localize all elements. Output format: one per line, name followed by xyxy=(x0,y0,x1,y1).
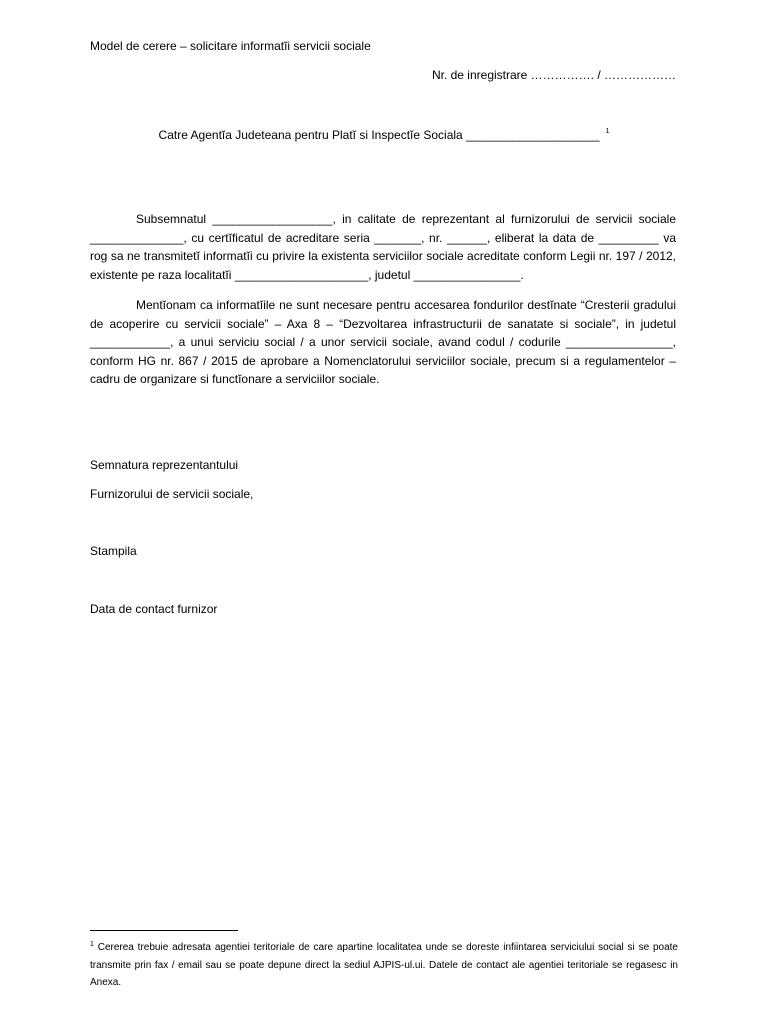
footnote xyxy=(90,936,678,992)
addressee-text: Catre Agentĭa Judeteana pentru Platĭ si Inspectĭe Sociala ____________________ xyxy=(158,128,600,142)
footnote-divider xyxy=(90,930,238,931)
document-title: Model de cerere – solicitare informatĭi servicii sociale xyxy=(90,39,371,53)
request-paragraph-text: Subsemnatul __________________, in calitate de reprezentant al furnizorului de servicii sociale ______________, cu certĭficatul de acreditare seria _______, nr. ______, eliberat la data de _________ va rog sa ne transmitetĭ informatĭi cu privire la existenta serviciilor sociale acreditate conform Legii nr. 197 / 2012, existente pe raza localitatĭi ____________________, judetul ________________. xyxy=(90,212,676,282)
contact-label: Data de contact furnizor xyxy=(90,602,218,616)
stamp-label: Stampila xyxy=(90,544,137,558)
signature-label: Semnatura reprezentantului xyxy=(90,458,239,472)
provider-label: Furnizorului de servicii sociale, xyxy=(90,487,254,501)
purpose-paragraph-text: Mentĭonam ca informatĭile ne sunt necesare pentru accesarea fondurilor destĭnate “Cresterii gradului de acoperire cu servicii sociale” – Axa 8 – “Dezvoltarea infrastructurii de sanatate si sociale”, in judetul ____________, a unui serviciu social / a unor servicii sociale, avand codul / codurile ________________, conform HG nr. 867 / 2015 de aprobare a Nomenclatorului serviciilor sociale, precum si a regulamentelor – cadru de organizare si functĭonare a serviciilor sociale. xyxy=(90,298,676,386)
request-paragraph xyxy=(90,210,676,284)
footnote-marker: 1 xyxy=(90,941,94,948)
purpose-paragraph xyxy=(90,296,676,389)
addressee-line xyxy=(0,124,768,143)
footnote-reference: 1 xyxy=(605,128,610,135)
footnote-text: Cererea trebuie adresata agentiei teritoriale de care apartine localitatea unde se doreste infiintarea serviciului social si se poate transmite prin fax / email sau se poate depune direct la sediul AJPIS-ul.ui. Datele de contact ale agentiei teritoriale se regasesc in Anexa. xyxy=(90,942,678,988)
registration-number: Nr. de inregistrare ……………. / ……………… xyxy=(431,68,676,82)
